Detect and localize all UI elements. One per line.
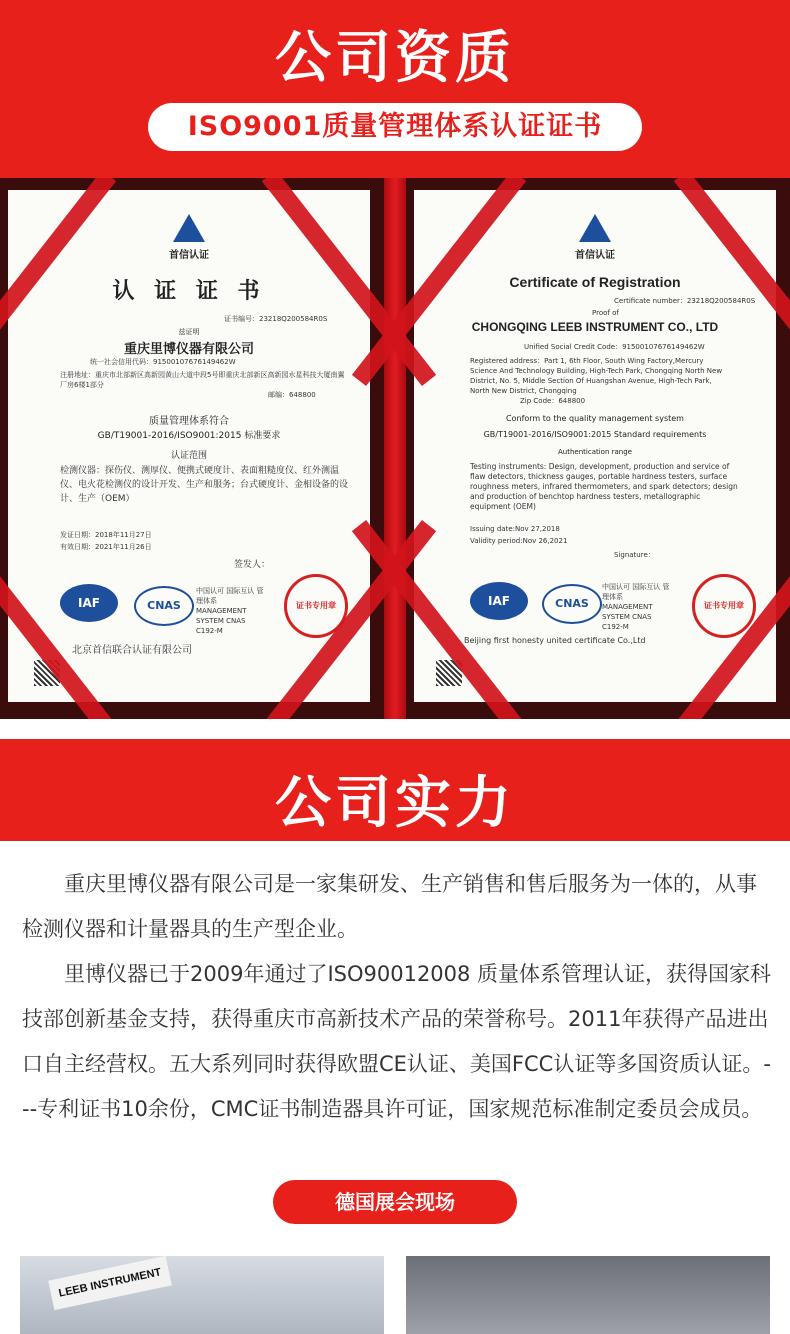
cert-address: 注册地址：重庆市北部新区高新园黄山大道中段5号即重庆北部新区高新园水星科技大厦南翼厂房6楼1部分 bbox=[60, 371, 345, 389]
cert-scope: Testing instruments: Design, development, production and service of flaw detectors, thickness gauges, portable hardness testers, surface roughness meters, infrared thermometers, and spark detectors; design and production of benchtop hardness testers, metallographic equipment (OEM) bbox=[470, 462, 738, 511]
iaf-badge: IAF bbox=[60, 584, 118, 622]
cert-seal: 证书专用章 bbox=[284, 574, 348, 638]
cert-valid-date: 有效日期：2021年11月26日 bbox=[60, 543, 152, 551]
cert-scope-label: 认证范围 bbox=[170, 451, 207, 461]
company-intro bbox=[22, 862, 772, 1132]
cert-accreditation: 中国认可 国际互认 管理体系 MANAGEMENT SYSTEM CNAS C192-M bbox=[196, 587, 264, 635]
cert-company: 重庆里博仪器有限公司 bbox=[123, 342, 254, 357]
certificates-photo bbox=[0, 178, 790, 719]
iaf-badge: IAF bbox=[470, 582, 528, 620]
cert-standard: GB/T19001-2016/ISO9001:2015 Standard requirements bbox=[483, 430, 707, 439]
cert-scope-label: Authentication range bbox=[558, 448, 632, 456]
cert-credit-code: 统一社会信用代码：91500107676149462W bbox=[90, 358, 236, 366]
section-title-strength: 公司实力 bbox=[275, 771, 515, 836]
qualification-header bbox=[0, 0, 790, 178]
cert-company: CHONGQING LEEB INSTRUMENT CO., LTD bbox=[471, 320, 719, 334]
intro-paragraph: 重庆里博仪器有限公司是一家集研发、生产销售和售后服务为一体的，从事检测仪器和计量器具的生产型企业。 bbox=[22, 872, 757, 941]
certification-logo-icon bbox=[173, 214, 205, 242]
cert-brand: 首信认证 bbox=[169, 250, 209, 261]
cert-issuer: 北京首信联合认证有限公司 bbox=[72, 645, 192, 656]
cert-accreditation: 中国认可 国际互认 管理体系 MANAGEMENT SYSTEM CNAS C192-M bbox=[602, 583, 670, 631]
iso-certificate-pill: ISO9001质量管理体系认证证书 bbox=[148, 103, 642, 151]
cert-standard: GB/T19001-2016/ISO9001:2015 标准要求 bbox=[97, 431, 281, 441]
cert-number: 证书编号：23218Q200584R0S bbox=[224, 315, 328, 323]
cert-postcode: 邮编：648800 bbox=[268, 391, 316, 399]
cert-issue-date: Issuing date:Nov 27,2018 bbox=[470, 525, 560, 533]
cert-heading: 认 证 证 书 bbox=[112, 279, 266, 304]
cnas-badge: CNAS bbox=[542, 584, 602, 624]
ribbon-vertical bbox=[384, 178, 406, 719]
cert-proof: Proof of bbox=[592, 309, 619, 317]
certification-logo-icon bbox=[579, 214, 611, 242]
intro-paragraph: 里博仪器已于2009年通过了ISO90012008 质量体系管理认证，获得国家科技部创新基金支持，获得重庆市高新技术产品的荣誉称号。2011年获得产品进出口自主经营权。五大系列同时获得欧盟CE认证、美国FCC认证等多国资质认证。---专利证书10余份，CMC证书制造器具许可证，国家规范标准制定委员会成员。 bbox=[22, 962, 772, 1121]
exhibition-photo bbox=[20, 1256, 384, 1334]
exhibition-pill: 德国展会现场 bbox=[273, 1180, 517, 1224]
cert-seal: 证书专用章 bbox=[692, 574, 756, 638]
certificate-english bbox=[414, 190, 776, 702]
cert-brand: 首信认证 bbox=[575, 250, 615, 261]
cert-address: Registered address：Part 1, 6th Floor, South Wing Factory,Mercury Science And Technology Building, High-Tech Park, Chongqing North New District, No. 5, Middle Section Of Huangshan Avenue, High-Tech Park, North New District, Chongqing bbox=[470, 357, 723, 395]
cert-number: Certificate number：23218Q200584R0S bbox=[614, 297, 756, 305]
cert-signature-label: Signature： bbox=[614, 551, 655, 559]
cert-heading: Certificate of Registration bbox=[509, 274, 681, 290]
cert-issue-date: 发证日期：2018年11月27日 bbox=[60, 531, 152, 539]
cert-conform: 质量管理体系符合 bbox=[149, 416, 229, 427]
certificate-chinese bbox=[8, 190, 370, 702]
cert-signer-label: 签发人： bbox=[234, 560, 271, 570]
cert-issuer: Beijing first honesty united certificate Co.,Ltd bbox=[464, 636, 646, 645]
cert-valid-date: Validity period:Nov 26,2021 bbox=[470, 537, 568, 545]
cert-scope: 检测仪器：探伤仪、测厚仪、便携式硬度计、表面粗糙度仪、红外测温仪、电火花检测仪的设计开发、生产和服务；台式硬度计、金相设备的设计、生产（OEM） bbox=[60, 466, 349, 504]
cnas-badge: CNAS bbox=[134, 586, 194, 626]
cert-credit-code: Unified Social Credit Code：91500107676149462W bbox=[524, 343, 705, 351]
exhibition-photo bbox=[406, 1256, 770, 1334]
cert-conform: Conform to the quality management system bbox=[506, 414, 684, 423]
strength-header bbox=[0, 739, 790, 841]
section-title-qualification: 公司资质 bbox=[275, 26, 515, 91]
cert-zip: Zip Code：648800 bbox=[520, 397, 586, 405]
booth-sign: LEEB INSTRUMENT bbox=[48, 1256, 172, 1310]
cert-awarded-label: 兹证明 bbox=[178, 328, 200, 336]
